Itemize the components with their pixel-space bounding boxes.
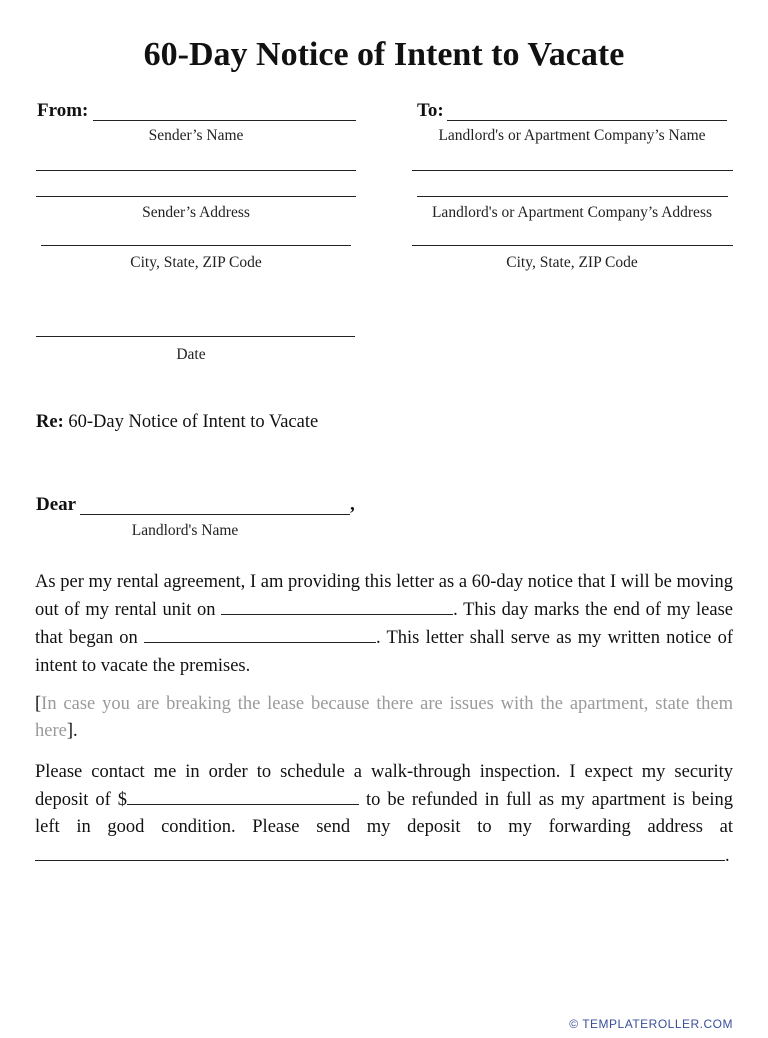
landlord-city-field[interactable] bbox=[412, 245, 733, 246]
landlord-address-line2-field[interactable] bbox=[417, 196, 728, 197]
landlord-name-caption: Landlord's or Apartment Company’s Name bbox=[438, 127, 706, 144]
date-field[interactable] bbox=[36, 336, 355, 337]
paragraph-deposit-text: Please contact me in order to schedule a walk-through inspection. I expect my security deposit of $ bbox=[35, 762, 733, 811]
salutation-label: Dear bbox=[36, 494, 77, 515]
re-line bbox=[36, 412, 318, 433]
sender-address-line1-field[interactable] bbox=[36, 170, 356, 171]
sender-city-field[interactable] bbox=[41, 245, 351, 246]
move-out-date-field[interactable] bbox=[221, 596, 453, 615]
bracket-open: [ bbox=[35, 694, 42, 714]
re-label: Re: bbox=[36, 412, 64, 432]
lease-start-date-field[interactable] bbox=[144, 624, 376, 643]
landlord-address-line1-field[interactable] bbox=[412, 170, 733, 171]
sender-address-caption: Sender’s Address bbox=[142, 204, 250, 221]
paragraph-deposit-text: . bbox=[725, 845, 730, 866]
salutation-caption: Landlord's Name bbox=[131, 522, 239, 539]
sender-name-field[interactable] bbox=[93, 120, 356, 121]
to-label: To: bbox=[417, 100, 444, 121]
footer-link[interactable]: © TEMPLATEROLLER.COM bbox=[569, 1017, 733, 1031]
deposit-amount-field[interactable] bbox=[127, 786, 359, 805]
landlord-name-field[interactable] bbox=[447, 120, 727, 121]
re-text: 60-Day Notice of Intent to Vacate bbox=[63, 412, 319, 432]
paragraph-deposit-text: to be refunded in full as my apartment is being left in good condition. Please send my deposit to my forwarding address at bbox=[35, 790, 733, 838]
paragraph-deposit bbox=[35, 759, 733, 870]
bracket-close: ]. bbox=[66, 721, 78, 742]
paragraph-notice bbox=[35, 569, 733, 680]
forwarding-address-field[interactable] bbox=[35, 842, 725, 861]
landlord-salutation-field[interactable] bbox=[80, 514, 350, 515]
paragraph-notice-text: As per my rental agreement, I am providing this letter as a 60-day notice that I will be moving out of my rental unit on bbox=[35, 572, 733, 621]
from-label: From: bbox=[37, 100, 89, 121]
salutation-comma: , bbox=[350, 494, 355, 515]
paragraph-notice-text: . This day marks the end of my lease that began on bbox=[35, 600, 733, 649]
paragraph-notice-text: . This letter shall serve as my written notice of intent to vacate the premises. bbox=[35, 628, 733, 676]
paragraph-breaking-lease bbox=[35, 691, 733, 745]
landlord-address-caption: Landlord's or Apartment Company’s Address bbox=[431, 204, 713, 221]
date-caption: Date bbox=[176, 346, 206, 363]
document-title: 60-Day Notice of Intent to Vacate bbox=[143, 36, 625, 73]
landlord-city-caption: City, State, ZIP Code bbox=[506, 254, 638, 271]
sender-name-caption: Sender’s Name bbox=[148, 127, 244, 144]
breaking-lease-placeholder[interactable]: In case you are breaking the lease because there are issues with the apartment, state them here bbox=[35, 694, 733, 742]
sender-address-line2-field[interactable] bbox=[36, 196, 356, 197]
sender-city-caption: City, State, ZIP Code bbox=[130, 254, 262, 271]
